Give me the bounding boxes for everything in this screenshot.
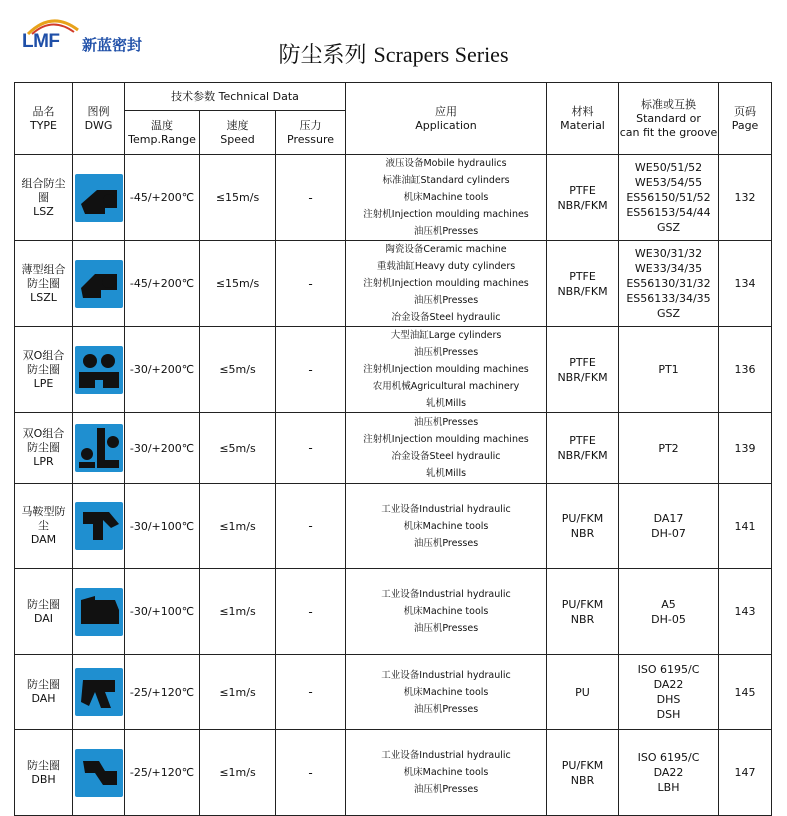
material-line: PU/FKM xyxy=(561,597,604,611)
header-speed xyxy=(200,111,276,155)
scrapers-table xyxy=(14,82,772,816)
standard-line: WE50/51/52 xyxy=(634,161,703,174)
dwg-cell xyxy=(73,730,125,816)
type-line: 防尘圈 xyxy=(27,441,60,454)
pressure-cell: - xyxy=(276,241,346,327)
type-line: LPR xyxy=(33,455,54,468)
application-line: 注射机Injection moulding machines xyxy=(363,278,529,289)
page-title-cn: 防尘系列 xyxy=(278,42,367,67)
type-line: LSZL xyxy=(30,290,57,304)
material-cell xyxy=(547,655,619,730)
type-cell xyxy=(15,655,73,730)
standard-line: DA17 xyxy=(653,512,684,525)
page-title xyxy=(0,38,787,69)
header-speed-en: Speed xyxy=(220,132,255,146)
logo-company-name: 新蓝密封 xyxy=(82,36,143,54)
type-cell xyxy=(15,730,73,816)
material-cell xyxy=(547,484,619,569)
lsz-seal-icon xyxy=(75,174,123,222)
header-pressure-cn: 压力 xyxy=(299,118,322,132)
type-line: 防尘圈 xyxy=(27,362,60,376)
dah-seal-icon-shape xyxy=(75,668,123,716)
header-standard-en1: Standard or xyxy=(636,111,701,125)
table-row xyxy=(15,484,772,569)
standard-line: LBH xyxy=(657,781,680,794)
application-line: 工业设备Industrial hydraulic xyxy=(381,503,511,515)
header-material-en: Material xyxy=(560,118,605,132)
page-cell: 132 xyxy=(719,155,772,241)
application-line: 冶金设备Steel hydraulic xyxy=(391,312,501,323)
header-type xyxy=(15,83,73,155)
temp-cell: -45/+200℃ xyxy=(125,155,200,241)
dah-seal-icon xyxy=(75,668,123,716)
table-row xyxy=(15,327,772,413)
table-row xyxy=(15,569,772,655)
logo-brand: LMF xyxy=(22,31,60,52)
material-line: PU/FKM xyxy=(561,512,604,525)
dwg-cell xyxy=(73,484,125,569)
dwg-cell xyxy=(73,155,125,241)
page-cell: 145 xyxy=(719,655,772,730)
pressure-cell: - xyxy=(276,730,346,816)
application-line: 油压机Presses xyxy=(413,347,479,358)
standard-line: DH-05 xyxy=(651,612,686,626)
application-line: 标准油缸Standard cylinders xyxy=(382,175,510,186)
standard-line: PT2 xyxy=(658,441,679,455)
standard-cell xyxy=(619,655,719,730)
lsz-seal-icon-shape xyxy=(75,174,123,222)
temp-cell: -30/+100℃ xyxy=(125,484,200,569)
type-line: 尘 xyxy=(38,519,49,532)
application-line: 注射机Injection moulding machines xyxy=(363,209,529,220)
application-cell xyxy=(346,155,547,241)
type-line: 双O组合 xyxy=(22,348,65,362)
material-line: PU xyxy=(575,685,590,699)
pressure-cell: - xyxy=(276,155,346,241)
type-line: 防尘圈 xyxy=(27,758,60,772)
standard-cell xyxy=(619,327,719,413)
temp-cell: -25/+120℃ xyxy=(125,655,200,730)
table-row xyxy=(15,413,772,484)
standard-cell xyxy=(619,155,719,241)
material-cell xyxy=(547,155,619,241)
application-line: 机床Machine tools xyxy=(403,686,489,698)
standard-line: DA22 xyxy=(653,678,684,691)
page-cell: 134 xyxy=(719,241,772,327)
page-cell: 141 xyxy=(719,484,772,569)
type-cell xyxy=(15,327,73,413)
type-cell xyxy=(15,484,73,569)
lpe-seal-icon-shape xyxy=(75,346,123,394)
speed-cell: ≤5m/s xyxy=(200,327,276,413)
temp-cell: -30/+100℃ xyxy=(125,569,200,655)
page-cell: 147 xyxy=(719,730,772,816)
type-cell xyxy=(15,155,73,241)
standard-line: ES56133/34/35 xyxy=(626,292,711,305)
type-cell xyxy=(15,569,73,655)
dbh-seal-icon xyxy=(75,749,123,797)
pressure-cell: - xyxy=(276,484,346,569)
header-technical-data: 技术参数 Technical Data xyxy=(125,83,346,111)
type-line: DAM xyxy=(30,533,57,546)
header-standard xyxy=(619,83,719,155)
header-standard-en2: can fit the groove xyxy=(619,125,718,139)
application-line: 油压机Presses xyxy=(413,226,479,237)
header-type-en: TYPE xyxy=(29,118,58,132)
type-line: 防尘圈 xyxy=(27,597,60,611)
application-line: 油压机Presses xyxy=(413,623,479,634)
application-cell xyxy=(346,413,547,484)
standard-line: A5 xyxy=(661,597,676,611)
application-line: 注射机Injection moulding machines xyxy=(363,364,529,375)
temp-cell: -25/+120℃ xyxy=(125,730,200,816)
table-row xyxy=(15,241,772,327)
dwg-cell xyxy=(73,327,125,413)
header-application-en: Application xyxy=(415,118,477,132)
header-pressure xyxy=(276,111,346,155)
dbh-seal-icon-shape xyxy=(75,749,123,797)
type-line: 圈 xyxy=(38,190,49,204)
type-line: LSZ xyxy=(33,204,54,218)
temp-cell: -45/+200℃ xyxy=(125,241,200,327)
header-page-cn: 页码 xyxy=(734,104,757,118)
application-line: 液压设备Mobile hydraulics xyxy=(385,158,507,169)
header-type-cn: 品名 xyxy=(32,104,55,118)
application-cell xyxy=(346,730,547,816)
header-temp xyxy=(125,111,200,155)
standard-line: ES56130/31/32 xyxy=(626,277,711,290)
material-cell xyxy=(547,730,619,816)
page-cell: 136 xyxy=(719,327,772,413)
application-cell xyxy=(346,484,547,569)
material-line: NBR/FKM xyxy=(557,284,608,298)
standard-line: ISO 6195/C xyxy=(637,751,700,764)
application-cell xyxy=(346,241,547,327)
standard-cell xyxy=(619,413,719,484)
page-cell: 139 xyxy=(719,413,772,484)
pressure-cell: - xyxy=(276,327,346,413)
header-application xyxy=(346,83,547,155)
type-line: 马鞍型防 xyxy=(21,505,66,518)
header-material-cn: 材料 xyxy=(571,104,594,118)
application-line: 油压机Presses xyxy=(413,784,479,795)
application-line: 机床Machine tools xyxy=(403,606,489,617)
standard-line: WE30/31/32 xyxy=(634,247,703,260)
lszl-seal-icon xyxy=(75,260,123,308)
material-line: NBR/FKM xyxy=(557,370,608,384)
material-line: PTFE xyxy=(569,355,596,369)
header-standard-cn: 标准或互换 xyxy=(641,97,697,111)
lpr-seal-icon-shape xyxy=(75,424,123,472)
application-line: 油压机Presses xyxy=(413,537,479,549)
type-line: 组合防尘 xyxy=(21,176,66,190)
type-line: 双O组合 xyxy=(22,427,65,440)
dwg-cell xyxy=(73,413,125,484)
table-row xyxy=(15,655,772,730)
header-dwg xyxy=(73,83,125,155)
speed-cell: ≤15m/s xyxy=(200,241,276,327)
type-line: LPE xyxy=(33,376,54,390)
speed-cell: ≤1m/s xyxy=(200,730,276,816)
header-pressure-en: Pressure xyxy=(287,132,334,146)
type-line: 薄型组合 xyxy=(21,262,66,276)
header-application-cn: 应用 xyxy=(435,104,458,118)
speed-cell: ≤5m/s xyxy=(200,413,276,484)
application-line: 工业设备Industrial hydraulic xyxy=(381,750,511,761)
pressure-cell: - xyxy=(276,413,346,484)
standard-line: ISO 6195/C xyxy=(637,663,700,676)
material-line: NBR/FKM xyxy=(557,198,608,212)
standard-line: DA22 xyxy=(653,766,684,779)
page-title-en: Scrapers Series xyxy=(373,42,509,67)
standard-line: ES56150/51/52 xyxy=(626,191,711,204)
standard-cell xyxy=(619,730,719,816)
temp-cell: -30/+200℃ xyxy=(125,327,200,413)
table-row xyxy=(15,155,772,241)
dai-seal-icon-shape xyxy=(75,588,123,636)
page-cell: 143 xyxy=(719,569,772,655)
type-cell xyxy=(15,241,73,327)
material-line: PTFE xyxy=(569,269,596,283)
header-page xyxy=(719,83,772,155)
speed-cell: ≤1m/s xyxy=(200,569,276,655)
application-line: 油压机Presses xyxy=(413,703,479,715)
dam-seal-icon xyxy=(75,502,123,550)
application-cell xyxy=(346,569,547,655)
header-page-en: Page xyxy=(731,118,759,132)
application-line: 冶金设备Steel hydraulic xyxy=(391,451,501,462)
dwg-cell xyxy=(73,569,125,655)
type-line: DBH xyxy=(31,772,56,786)
standard-line: WE33/34/35 xyxy=(634,262,703,275)
application-line: 大型油缸Large cylinders xyxy=(390,330,502,341)
lpr-seal-icon xyxy=(75,424,123,472)
material-line: NBR xyxy=(570,612,595,626)
dai-seal-icon xyxy=(75,588,123,636)
application-line: 工业设备Industrial hydraulic xyxy=(381,669,511,681)
dwg-cell xyxy=(73,241,125,327)
temp-cell: -30/+200℃ xyxy=(125,413,200,484)
application-line: 农用机械Agricultural machinery xyxy=(372,381,520,392)
table-body xyxy=(15,155,772,816)
header-speed-cn: 速度 xyxy=(226,118,249,132)
application-line: 重载油缸Heavy duty cylinders xyxy=(376,261,516,272)
application-line: 注射机Injection moulding machines xyxy=(363,434,529,445)
material-line: NBR xyxy=(570,527,595,540)
standard-line: GSZ xyxy=(656,307,681,320)
standard-line: DHS xyxy=(656,693,681,706)
standard-line: DH-07 xyxy=(651,527,686,540)
application-line: 轧机Mills xyxy=(425,398,467,409)
standard-cell xyxy=(619,569,719,655)
speed-cell: ≤15m/s xyxy=(200,155,276,241)
standard-line: PT1 xyxy=(658,363,679,376)
application-line: 机床Machine tools xyxy=(403,520,489,532)
lpe-seal-icon xyxy=(75,346,123,394)
application-cell xyxy=(346,327,547,413)
pressure-cell: - xyxy=(276,569,346,655)
type-line: DAI xyxy=(33,611,54,625)
standard-cell xyxy=(619,241,719,327)
pressure-cell: - xyxy=(276,655,346,730)
dwg-cell xyxy=(73,655,125,730)
standard-line: DSH xyxy=(656,708,681,721)
material-cell xyxy=(547,569,619,655)
application-line: 机床Machine tools xyxy=(403,192,489,203)
application-line: 油压机Presses xyxy=(413,295,479,306)
header-dwg-cn: 图例 xyxy=(87,104,110,118)
standard-cell xyxy=(619,484,719,569)
speed-cell: ≤1m/s xyxy=(200,655,276,730)
material-line: NBR xyxy=(570,773,595,787)
application-line: 油压机Presses xyxy=(413,417,479,428)
header-temp-cn: 温度 xyxy=(151,118,173,132)
material-line: PTFE xyxy=(569,434,596,447)
standard-line: WE53/54/55 xyxy=(634,176,703,189)
header-temp-en: Temp.Range xyxy=(128,132,196,146)
type-cell xyxy=(15,413,73,484)
material-cell xyxy=(547,241,619,327)
standard-line: GSZ xyxy=(656,221,681,234)
application-line: 机床Machine tools xyxy=(403,767,489,778)
material-cell xyxy=(547,413,619,484)
header-material xyxy=(547,83,619,155)
material-cell xyxy=(547,327,619,413)
application-line: 工业设备Industrial hydraulic xyxy=(381,589,511,600)
type-line: 防尘圈 xyxy=(27,276,60,290)
material-line: NBR/FKM xyxy=(557,449,608,462)
application-line: 陶瓷设备Ceramic machine xyxy=(385,244,507,255)
table-row xyxy=(15,730,772,816)
material-line: PU/FKM xyxy=(561,758,604,772)
header-dwg-en: DWG xyxy=(84,118,113,132)
type-line: DAH xyxy=(31,692,56,705)
type-line: 防尘圈 xyxy=(27,678,60,691)
application-line: 轧机Mills xyxy=(425,468,467,479)
lszl-seal-icon-shape xyxy=(75,260,123,308)
material-line: PTFE xyxy=(569,183,596,197)
application-cell xyxy=(346,655,547,730)
speed-cell: ≤1m/s xyxy=(200,484,276,569)
dam-seal-icon-shape xyxy=(75,502,123,550)
standard-line: ES56153/54/44 xyxy=(626,206,711,219)
